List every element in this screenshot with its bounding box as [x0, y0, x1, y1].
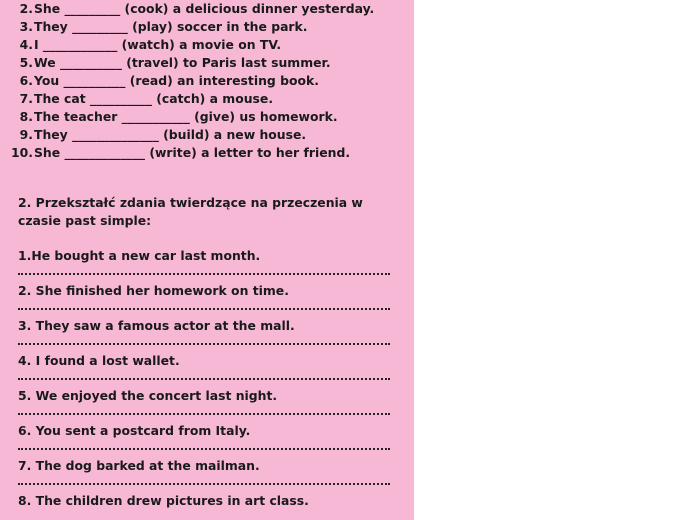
item-sentence: I ____________ (watch) a movie on TV. — [34, 37, 282, 52]
answer-dotted-line[interactable] — [18, 303, 390, 310]
exercise-2-item — [18, 457, 393, 492]
answer-dotted-line[interactable] — [18, 268, 390, 275]
exercise-1-item — [6, 90, 374, 108]
item-number: 8. — [19, 109, 33, 124]
exercise-1-list — [6, 0, 374, 162]
item-number: 2. — [19, 1, 33, 16]
answer-dotted-line[interactable] — [18, 443, 390, 450]
answer-dotted-line[interactable] — [18, 338, 390, 345]
exercise-1-item — [6, 144, 374, 162]
item-sentence: They ______________ (build) a new house. — [34, 127, 307, 142]
item-sentence: They _________ (play) soccer in the park. — [34, 19, 308, 34]
item-number: 10. — [11, 145, 33, 160]
exercise-2-sentence: 1.He bought a new car last month. — [18, 248, 261, 263]
answer-dotted-line[interactable] — [18, 373, 390, 380]
exercise-2-sentence: 2. She finished her homework on time. — [18, 283, 289, 298]
exercise-1-item — [6, 36, 374, 54]
exercise-2-sentence: 7. The dog barked at the mailman. — [18, 458, 260, 473]
exercise-1-item — [6, 126, 374, 144]
exercise-1-item — [6, 54, 374, 72]
exercise-2-sentence: 3. They saw a famous actor at the mall. — [18, 318, 295, 333]
exercise-1-item — [6, 0, 374, 18]
item-sentence: We __________ (travel) to Paris last summer. — [34, 55, 331, 70]
exercise-2-sentence: 6. You sent a postcard from Italy. — [18, 423, 251, 438]
item-sentence: You __________ (read) an interesting book. — [34, 73, 319, 88]
exercise-2-list — [18, 247, 393, 520]
answer-dotted-line[interactable] — [18, 408, 390, 415]
exercise-2-item — [18, 387, 393, 422]
item-sentence: She _________ (cook) a delicious dinner yesterday. — [34, 1, 375, 16]
exercise-1-item — [6, 72, 374, 90]
item-number: 9. — [19, 127, 33, 142]
item-number: 7. — [19, 91, 33, 106]
exercise-2-item — [18, 492, 393, 520]
exercise-2-item — [18, 352, 393, 387]
exercise-2-sentence: 5. We enjoyed the concert last night. — [18, 388, 278, 403]
exercise-1-item — [6, 108, 374, 126]
item-number: 6. — [19, 73, 33, 88]
exercise-2-item — [18, 317, 393, 352]
item-number: 5. — [19, 55, 33, 70]
exercise-2-item — [18, 282, 393, 317]
item-number: 3. — [19, 19, 33, 34]
item-sentence: The cat __________ (catch) a mouse. — [34, 91, 274, 106]
exercise-2-sentence: 8. The children drew pictures in art class. — [18, 493, 309, 508]
item-sentence: She _____________ (write) a letter to her friend. — [34, 145, 351, 160]
exercise-2-sentence: 4. I found a lost wallet. — [18, 353, 180, 368]
item-number: 4. — [19, 37, 33, 52]
exercise-2-section — [18, 194, 393, 520]
exercise-2-heading: 2. Przekształć zdania twierdzące na przeczenia w czasie past simple: — [18, 195, 363, 228]
exercise-2-item — [18, 247, 393, 282]
item-sentence: The teacher ___________ (give) us homework. — [34, 109, 338, 124]
exercise-2-item — [18, 422, 393, 457]
answer-dotted-line[interactable] — [18, 478, 390, 485]
exercise-1-item — [6, 18, 374, 36]
